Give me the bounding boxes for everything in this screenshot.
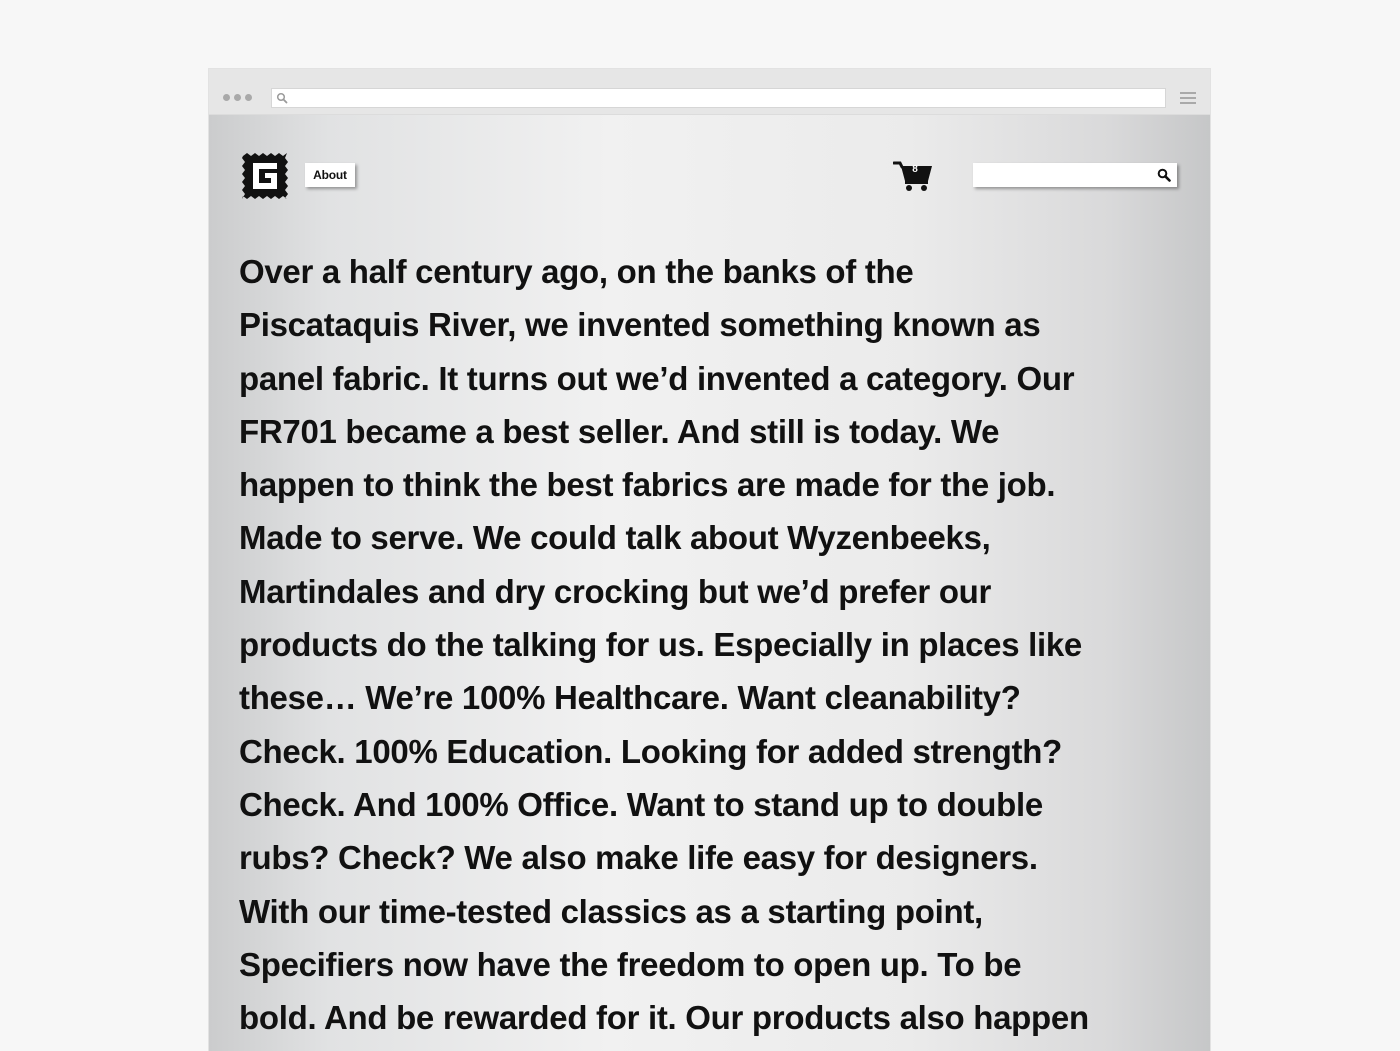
about-button[interactable]: About bbox=[305, 163, 355, 187]
shopping-cart-button[interactable] bbox=[893, 160, 935, 192]
window-dot-1[interactable] bbox=[223, 94, 230, 101]
address-bar[interactable] bbox=[271, 88, 1166, 108]
window-dot-2[interactable] bbox=[234, 94, 241, 101]
window-dot-3[interactable] bbox=[245, 94, 252, 101]
search-input[interactable] bbox=[973, 163, 1153, 187]
browser-window bbox=[208, 68, 1211, 1051]
site-search bbox=[973, 163, 1177, 187]
cart-count-badge: 8 bbox=[912, 164, 918, 175]
hamburger-menu-icon[interactable] bbox=[1180, 92, 1196, 104]
browser-toolbar bbox=[209, 69, 1210, 115]
magnifier-icon bbox=[276, 92, 288, 104]
page-content bbox=[209, 115, 1210, 1051]
g-stamp-logo-icon[interactable] bbox=[239, 150, 291, 202]
window-controls bbox=[223, 94, 252, 101]
about-body-text: Over a half century ago, on the banks of the Piscataquis River, we invented something known as panel fabric. It turns out we’d invented a category. Our FR701 became a best seller. And still is today. We happen to think the best fabrics are made for the job. Made to serve. We could talk about Wyzenbeeks, Martindales and dry crocking but we’d prefer our products do the talking for us. Especially in places like these… We’re 100% Healthcare. Want cleanability? Check. 100% Education. Looking for added strength? Check. And 100% Office. Want to stand up to double rubs? Check? We also make life easy for designers. With our time-tested classics as a starting point, Specifiers now have the freedom to open up. To be bold. And be rewarded for it. Our products also happen bbox=[239, 253, 1089, 1037]
search-icon[interactable] bbox=[1157, 168, 1171, 182]
